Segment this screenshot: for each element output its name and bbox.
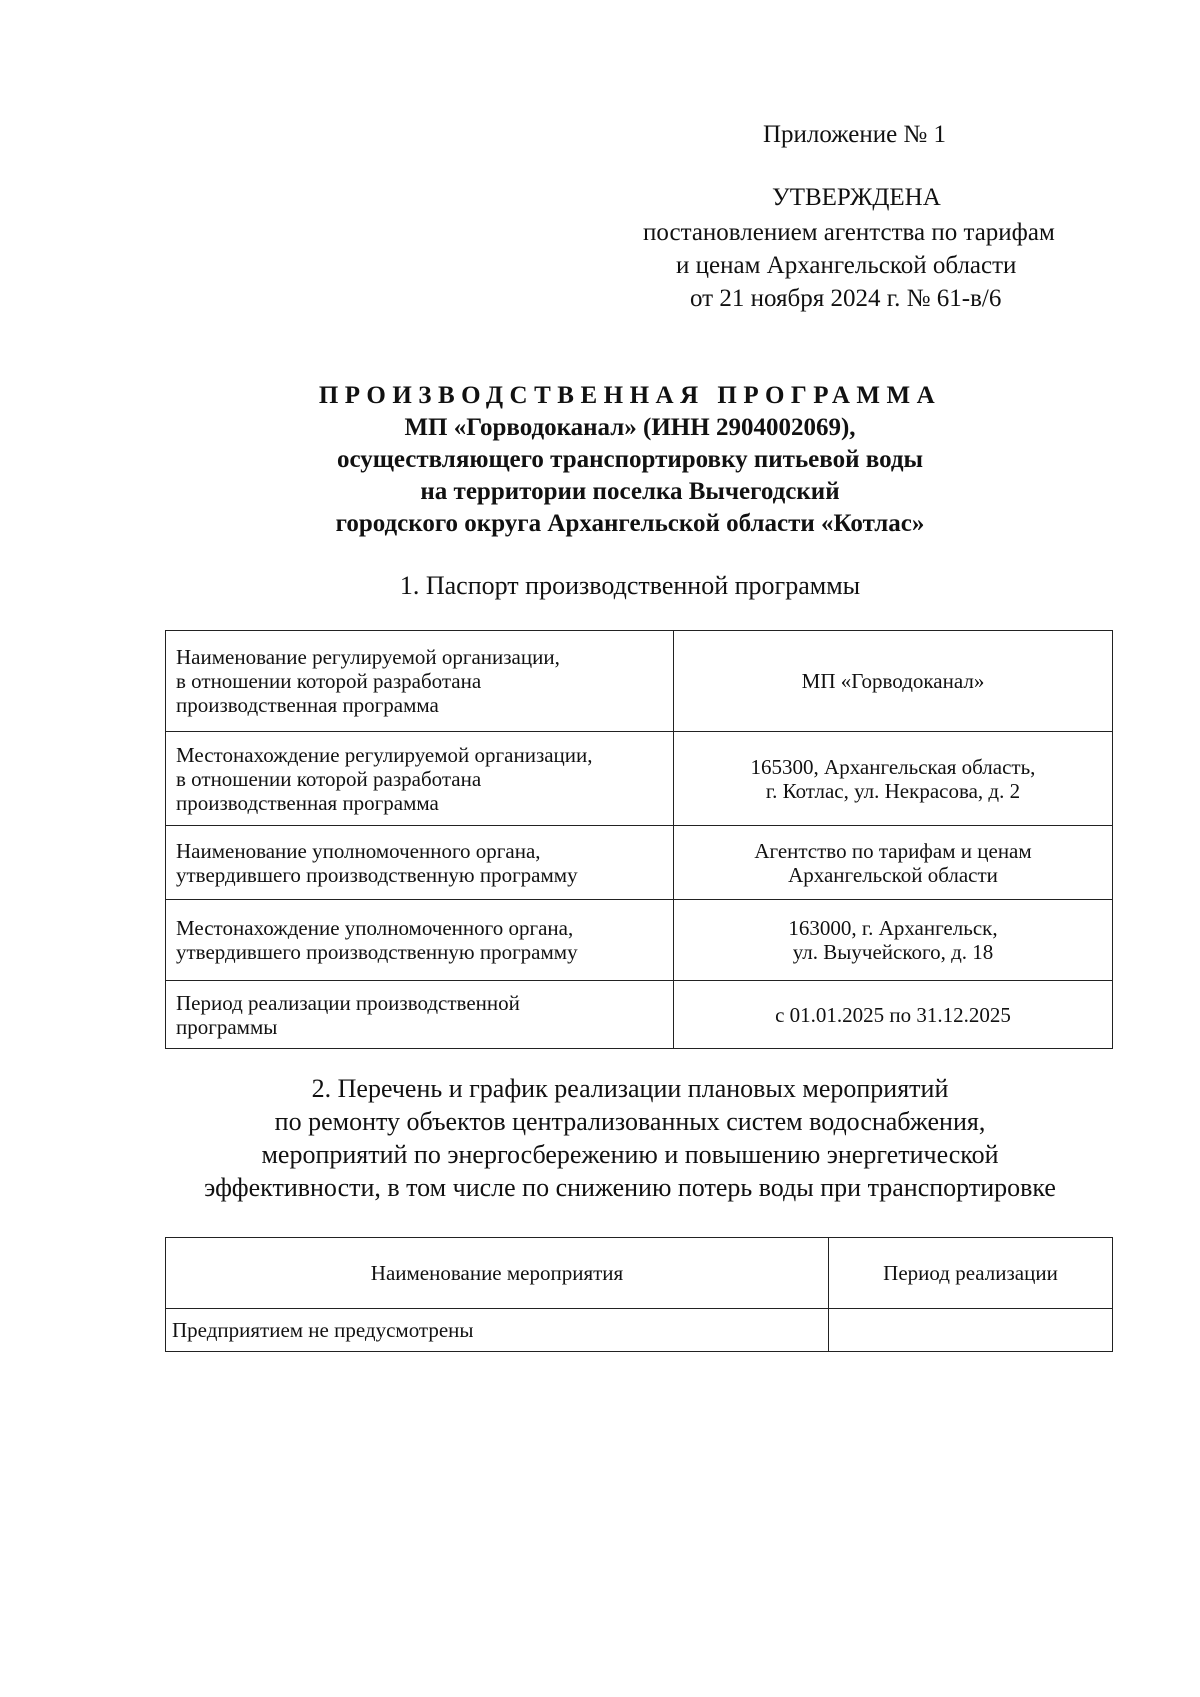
passport-value-cell [674,732,1113,826]
passport-value-cell [674,900,1113,981]
passport-value-cell [674,631,1113,732]
passport-row [166,732,1113,826]
passport-value-line: Агентство по тарифам и ценам [754,838,1032,863]
passport-value-line: г. Котлас, ул. Некрасова, д. 2 [765,778,1021,803]
passport-label-line: Местонахождение регулируемой организации, [176,742,593,767]
approved-label: УТВЕРЖДЕНА [772,184,941,211]
section-2-heading [150,1072,1110,1204]
passport-row [166,900,1113,981]
passport-label-line: производственная программа [176,693,439,717]
event-name-cell: Предприятием не предусмотрены [166,1309,829,1352]
document-title [150,380,1110,540]
passport-label-cell [166,826,674,900]
passport-value-cell [674,981,1113,1049]
passport-value-line: МП «Горводоканал» [801,669,985,693]
passport-table [165,630,1113,1049]
title-line-5: городского округа Архангельской области «Котлас» [335,510,925,537]
section-1-heading: 1. Паспорт производственной программы [399,571,861,600]
events-row [166,1309,1113,1352]
passport-value-line: 165300, Архангельская область, [750,754,1036,779]
passport-label-line: утвердившего производственную программу [176,940,578,964]
passport-label-cell [166,631,674,732]
passport-value-cell [674,826,1113,900]
passport-label-line: производственная программа [176,790,439,815]
title-line-4: на территории поселка Вычегодский [420,478,840,505]
title-line-1: ПРОИЗВОДСТВЕННАЯ ПРОГРАММА [318,382,942,409]
title-line-2: МП «Горводоканал» (ИНН 2904002069), [404,414,856,441]
appendix-number: Приложение № 1 [763,121,947,148]
decree-line-2: и ценам Архангельской области [676,252,1017,279]
passport-label-line: утвердившего производственную программу [176,862,578,887]
passport-label-line: программы [176,1014,278,1039]
passport-label-line: в отношении которой разработана [176,669,482,693]
passport-value-line: Архангельской области [788,862,998,887]
passport-row [166,981,1113,1049]
section-2-heading-line-3: мероприятий по энергосбережению и повышению энергетической [261,1140,999,1169]
passport-label-line: Наименование регулируемой организации, [176,645,560,669]
passport-label-cell [166,981,674,1049]
passport-label-cell [166,900,674,981]
passport-value-line: ул. Выучейского, д. 18 [792,940,994,964]
passport-value-line: с 01.01.2025 по 31.12.2025 [775,1002,1011,1027]
decree-line-3: от 21 ноября 2024 г. № 61-в/6 [690,285,1002,312]
passport-label-line: Местонахождение уполномоченного органа, [176,916,574,940]
section-2-heading-line-1: 2. Перечень и график реализации плановых мероприятий [311,1074,949,1103]
section-2-heading-line-4: эффективности, в том числе по снижению потерь воды при транспортировке [204,1173,1056,1202]
events-table [165,1237,1113,1352]
column-header-event-name: Наименование мероприятия [166,1238,829,1309]
section-2-heading-line-2: по ремонту объектов централизованных систем водоснабжения, [274,1107,986,1136]
decree-line-1: постановлением агентства по тарифам [643,219,1055,246]
passport-label-line: в отношении которой разработана [176,766,482,791]
passport-label-cell [166,732,674,826]
column-header-period: Период реализации [829,1238,1113,1309]
passport-row [166,631,1113,732]
title-line-3: осуществляющего транспортировку питьевой воды [336,446,924,473]
passport-label-line: Период реализации производственной [176,990,520,1015]
passport-label-line: Наименование уполномоченного органа, [176,838,541,863]
passport-row [166,826,1113,900]
event-period-cell [829,1309,1113,1352]
events-header-row [166,1238,1113,1309]
passport-value-line: 163000, г. Архангельск, [788,916,998,940]
